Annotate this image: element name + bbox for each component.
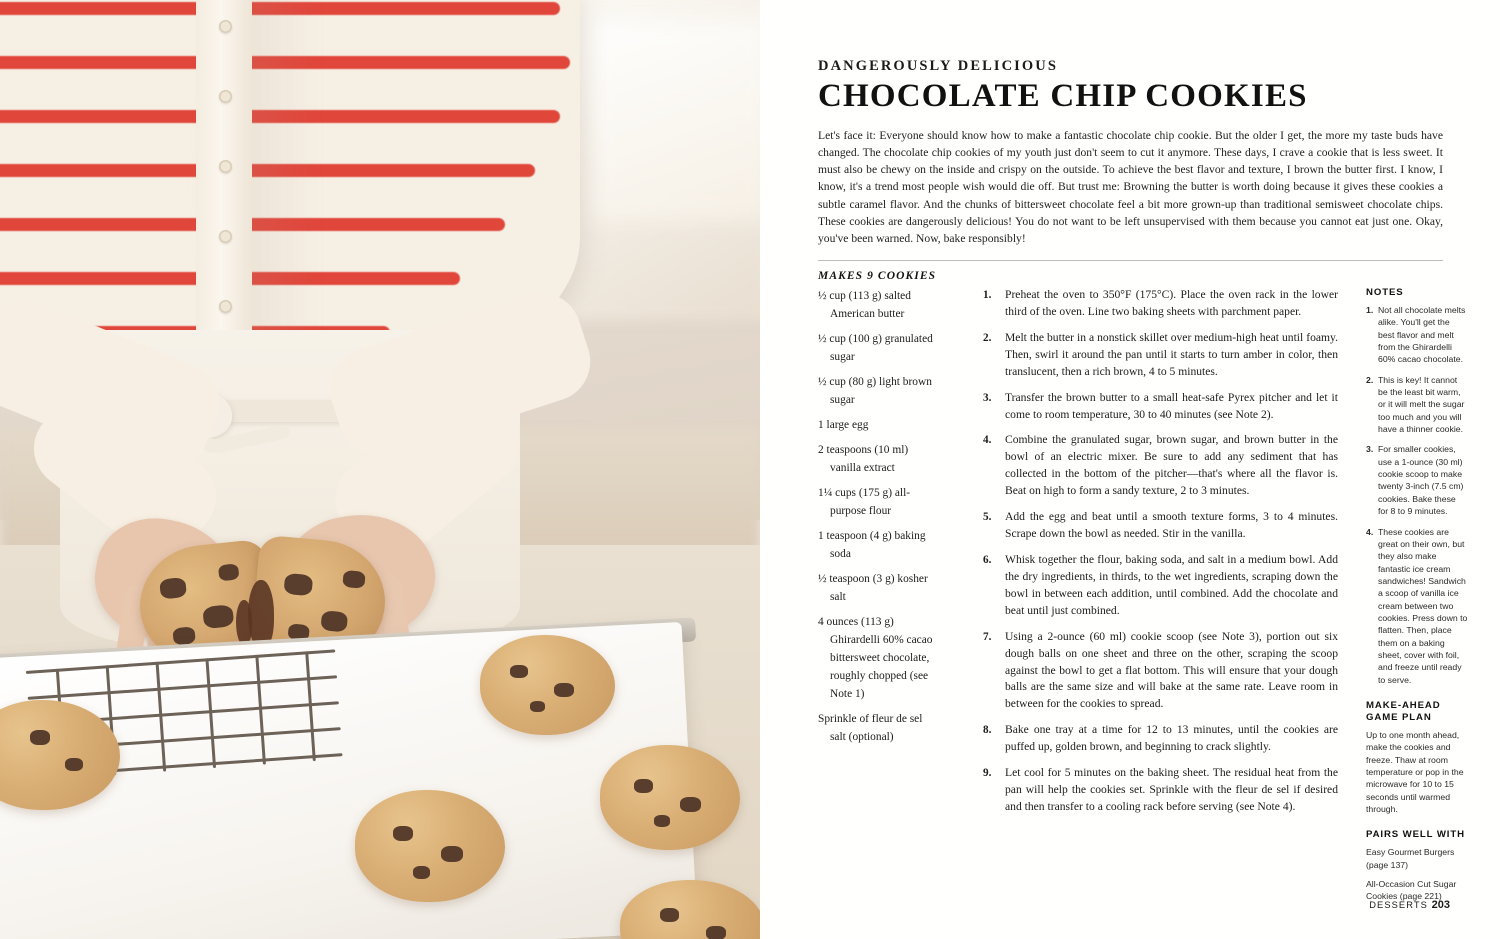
instruction-step: [983, 390, 1338, 424]
page-number: 203: [1431, 899, 1450, 911]
instruction-step: [983, 629, 1338, 714]
page-footer: [760, 899, 1450, 911]
note-item: [1366, 526, 1468, 686]
recipe-intro: Let's face it: Everyone should know how to make a fantastic chocolate chip cookie. But the older I get, the more my taste buds have changed. The chocolate chip cookies of my youth just don't seem to cut it anymore. These days, I crave a cookie that is less sweet. It must also be chewy on the inside and crispy on the outside. To achieve the best flavor and texture, I brown the butter first. I know, I know, it's a trend most people wish would die off. But trust me: Browning the butter is worth doing because it gives these cookies a subtle caramel flavor. And the chunks of bittersweet chocolate feel a bit more grown-up than traditional semisweet chocolate chips. These cookies are dangerously delicious! You do not want to be left unsupervised with them because you cannot eat just one. Okay, you've been warned. Now, bake responsibly!: [818, 128, 1443, 245]
ingredient-text: ½ cup (80 g) light brown: [818, 376, 932, 389]
footer-section: DESSERTS: [1369, 900, 1428, 910]
step-text: Transfer the brown butter to a small heat-safe Pyrex pitcher and let it come to room temperature, 30 to 40 minutes (see Note 2).: [1005, 390, 1338, 421]
ingredient-item: [818, 373, 948, 409]
note-number: 3.: [1366, 444, 1374, 455]
note-text: These cookies are great on their own, but they also make fantastic ice cream sandwiches! Sandwich a scoop of vanilla ice cream between two cookies. Press down to flatten. Then, place them on a baking sheet, cover with foil, and freeze until ready to serve.: [1378, 526, 1468, 685]
ingredient-text: 2 teaspoons (10 ml): [818, 444, 909, 457]
make-ahead-body: Up to one month ahead, make the cookies and freeze. Thaw at room temperature or pop in the microwave for 10 to 15 seconds until warmed through.: [1366, 729, 1464, 814]
cookie: [480, 635, 615, 735]
step-number: 9.: [983, 767, 992, 780]
recipe-text-page: [760, 0, 1500, 939]
instruction-step: [983, 287, 1338, 321]
step-number: 4.: [983, 434, 992, 447]
instruction-step: [983, 509, 1338, 543]
step-text: Let cool for 5 minutes on the baking sheet. The residual heat from the pan will help the cookies set. Sprinkle with the fleur de sel if desired and then transfer to a cooling rack before serving (see Note 4).: [1005, 766, 1338, 813]
ingredient-item: [818, 416, 948, 434]
notes-sidebar: [1366, 287, 1468, 910]
step-text: Melt the butter in a nonstick skillet over medium-high heat until foamy. Then, swirl it around the pan until it starts to turn amber in color, then translucent, then a rich brown, 4 to 5 minutes.: [1005, 330, 1338, 378]
ingredient-text: 1 large egg: [818, 419, 869, 432]
page-title: CHOCOLATE CHIP COOKIES: [818, 78, 1308, 114]
ingredient-text: ½ cup (113 g) salted: [818, 290, 911, 302]
step-number: 7.: [983, 630, 992, 643]
notes-heading: NOTES: [1366, 287, 1404, 298]
ingredient-item: [818, 484, 948, 520]
instruction-step: [983, 432, 1338, 500]
ingredient-item: [818, 441, 948, 477]
step-text: Whisk together the flour, baking soda, and salt in a medium bowl. Add the dry ingredients, in thirds, to the wet ingredients, scraping down the bowl in between each addition, until combined. Add the chocolate and beat until just combined.: [1005, 552, 1338, 617]
ingredient-text-cont: sugar: [830, 394, 855, 407]
cookie: [600, 745, 740, 850]
pairing-link[interactable]: Easy Gourmet Burgers (page 137): [1366, 847, 1455, 870]
instruction-step: [983, 722, 1338, 756]
ingredient-text-cont: purpose flour: [830, 505, 892, 518]
ingredient-text: ½ cup (100 g) granulated: [818, 333, 933, 346]
note-item: [1366, 443, 1468, 517]
step-number: 3.: [983, 391, 992, 404]
note-text: For smaller cookies, use a 1-ounce (30 ml) cookie scoop to make twenty 3-inch (7.5 cm) cookies. Bake these for 8 to 9 minutes.: [1378, 444, 1464, 517]
recipe-yield: MAKES 9 COOKIES: [818, 270, 937, 283]
pairing-link[interactable]: All-Occasion Cut Sugar Cookies (page 221): [1366, 879, 1457, 902]
note-number: 1.: [1366, 305, 1374, 315]
step-text: Bake one tray at a time for 12 to 13 minutes, until the cookies are puffed up, golden brown, and beginning to crack slightly.: [1005, 723, 1338, 754]
step-number: 6.: [983, 553, 992, 566]
step-text: Add the egg and beat until a smooth texture forms, 3 to 4 minutes. Scrape down the bowl as needed. Stir in the vanilla.: [1005, 510, 1338, 541]
ingredient-item: [818, 287, 948, 323]
ingredient-item: [818, 613, 948, 703]
instructions-list: [983, 287, 1338, 825]
note-number: 4.: [1366, 526, 1374, 537]
cookie: [355, 790, 505, 902]
ingredient-text-cont: Ghirardelli 60% cacao bittersweet chocolate, roughly chopped (see Note 1): [830, 634, 933, 701]
note-text: This is key! It cannot be the least bit warm, or it will melt the sugar too much and you will have a thinner cookie.: [1378, 374, 1465, 435]
ingredient-item: [818, 710, 948, 746]
note-number: 2.: [1366, 374, 1374, 385]
ingredient-item: [818, 570, 948, 606]
divider: [818, 260, 1443, 261]
ingredient-item: [818, 330, 948, 366]
step-text: Preheat the oven to 350°F (175°C). Place the oven rack in the lower third of the oven. Line two baking sheets with parchment paper.: [1005, 288, 1338, 318]
instruction-step: [983, 552, 1338, 620]
instruction-step: [983, 330, 1338, 381]
note-item: [1366, 374, 1468, 436]
ingredient-text: 1¼ cups (175 g) all-: [818, 487, 911, 500]
step-number: 1.: [983, 289, 992, 301]
recipe-header: [818, 58, 1448, 282]
ingredient-text: Sprinkle of fleur de sel: [818, 713, 923, 726]
step-number: 5.: [983, 511, 992, 524]
ingredient-text-cont: American butter: [830, 308, 905, 321]
note-item: [1366, 304, 1468, 366]
photo-background-window-highlight: [590, 20, 760, 220]
step-number: 8.: [983, 724, 992, 737]
step-text: Using a 2-ounce (60 ml) cookie scoop (see Note 3), portion out six dough balls on one sheet and three on the other, scraping the scoop against the bowl to get a flat bottom. This will ensure that your dough balls are the same size and will bake at the same rate. Leave room in between for the cookies to spread.: [1005, 629, 1338, 711]
step-text: Combine the granulated sugar, brown sugar, and brown butter in the bowl of an electric mixer. Be sure to add any sediment that has collected in the bottom of the pitcher—that's where all the flavor is. Beat on high to form a sandy texture, 2 to 3 minutes.: [1005, 433, 1338, 498]
ingredient-text-cont: sugar: [830, 351, 855, 364]
note-text: Not all chocolate melts alike. You'll get the best flavor and melt from the Ghirardelli 60% cacao chocolate.: [1378, 305, 1466, 365]
pairs-well-with-heading: PAIRS WELL WITH: [1366, 829, 1465, 841]
ingredient-item: [818, 527, 948, 563]
ingredients-list: [818, 287, 948, 753]
recipe-eyebrow: DANGEROUSLY DELICIOUS: [818, 58, 1059, 74]
make-ahead-heading: MAKE-AHEAD GAME PLAN: [1366, 699, 1441, 723]
ingredient-text-cont: vanilla extract: [830, 462, 895, 475]
ingredient-text: 4 ounces (113 g): [818, 616, 894, 629]
ingredient-text: ½ teaspoon (3 g) kosher: [818, 573, 928, 586]
ingredient-text-cont: salt: [830, 591, 846, 604]
instruction-step: [983, 765, 1338, 816]
ingredient-text-cont: soda: [830, 548, 851, 561]
ingredient-text-cont: salt (optional): [830, 731, 894, 744]
melting-chocolate-drip: [236, 600, 252, 646]
step-number: 2.: [983, 331, 992, 344]
ingredient-text: 1 teaspoon (4 g) baking: [818, 530, 926, 543]
